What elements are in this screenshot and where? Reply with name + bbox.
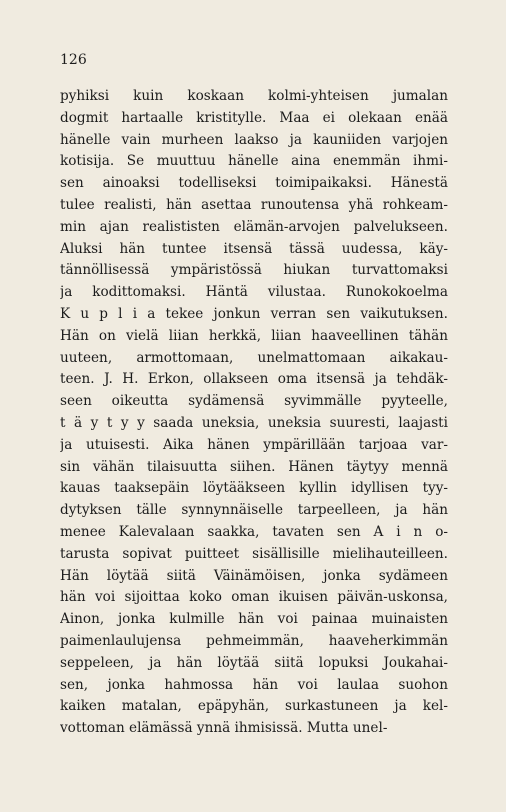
text-line: ja kodittomaksi. Häntä vilustaa. Runokokoelma — [60, 284, 448, 301]
text-line: seppeleen, ja hän löytää siitä lopuksi Joukahai- — [60, 654, 448, 671]
text-line: tännöllisessä ympäristössä hiukan turvattomaksi — [60, 262, 448, 279]
text-line: K u p l i a tekee jonkun verran sen vaikutuksen. — [60, 305, 448, 322]
text-line: hän voi sijoittaa koko oman ikuisen päivän-uskonsa, — [60, 589, 448, 606]
page-number: 126 — [60, 52, 87, 68]
text-line: t ä y t y y saada uneksia, uneksia suuresti, laajasti — [60, 414, 448, 431]
text-line: uuteen, armottomaan, unelmattomaan aikakau- — [60, 349, 448, 366]
text-line: teen. J. H. Erkon, ollakseen oma itsensä ja tehdäk- — [60, 371, 448, 388]
text-line: Ainon, jonka kulmille hän voi painaa muinaisten — [60, 611, 448, 628]
text-line: vottoman elämässä ynnä ihmisissä. Mutta unel- — [60, 720, 388, 737]
text-line: paimenlaulujensa pehmeimmän, haaveherkimmän — [60, 632, 448, 649]
text-line: tulee realisti, hän asettaa runoutensa yhä rohkeam- — [60, 196, 448, 213]
text-line: ja utuisesti. Aika hänen ympärillään tarjoaa var- — [60, 436, 448, 453]
text-line: sen ainoaksi todelliseksi toimipaikaksi. Hänestä — [60, 175, 448, 192]
text-line: dytyksen tälle synnynnäiselle tarpeelleen, ja hän — [60, 502, 448, 519]
text-line: kauas taaksepäin löytääkseen kyllin idyllisen tyy- — [60, 480, 448, 497]
text-line: kotisija. Se muuttuu hänelle aina enemmän ihmi- — [60, 153, 448, 170]
text-line: min ajan realististen elämän-arvojen palvelukseen. — [60, 218, 448, 235]
text-line: sen, jonka hahmossa hän voi laulaa suohon — [60, 676, 448, 693]
text-line: Aluksi hän tuntee itsensä tässä uudessa, käy- — [60, 240, 448, 257]
text-line: tarusta sopivat puitteet sisällisille mielihauteilleen. — [60, 545, 448, 562]
text-line: seen oikeutta sydämensä syvimmälle pyyteelle, — [60, 393, 448, 410]
text-line: kaiken matalan, epäpyhän, surkastuneen ja kel- — [60, 698, 448, 715]
text-line: Hän on vielä liian herkkä, liian haaveellinen tähän — [60, 327, 448, 344]
text-line: Hän löytää siitä Väinämöisen, jonka sydämeen — [60, 567, 448, 584]
text-line: hänelle vain murheen laakso ja kauniiden varjojen — [60, 131, 448, 148]
text-line: pyhiksi kuin koskaan kolmi-yhteisen jumalan — [60, 88, 448, 104]
text-line: sin vähän tilaisuutta siihen. Hänen täytyy mennä — [60, 458, 448, 475]
text-line: menee Kalevalaan saakka, tavaten sen A i n o- — [60, 523, 448, 540]
body-text — [60, 86, 448, 740]
text-line: dogmit hartaalle kristitylle. Maa ei olekaan enää — [60, 109, 448, 126]
